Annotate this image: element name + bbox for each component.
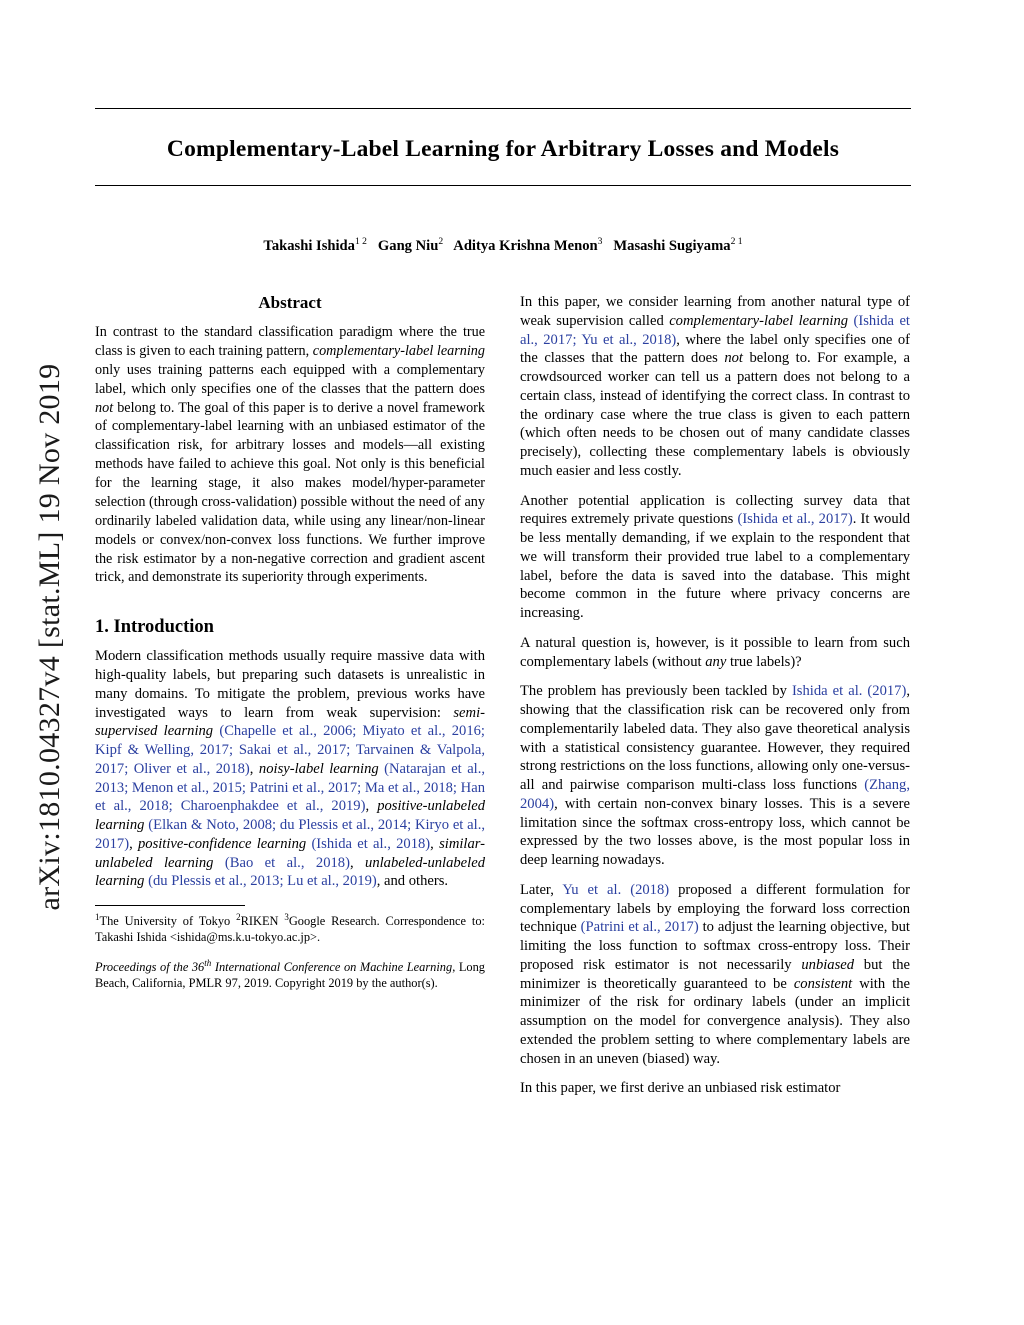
page-title: Complementary-Label Learning for Arbitrary Losses and Models (166, 136, 840, 162)
author-name-1: Gang Niu (377, 238, 439, 255)
section-heading-introduction: 1. Introduction (95, 617, 214, 638)
author-list (95, 186, 911, 255)
right-column (520, 293, 910, 1109)
author-marks-2: 3 (597, 236, 603, 248)
introduction-paragraph-1: Modern classification methods usually require massive data with high-quality labels, but preparing such datasets is unrealistic in many domains. To mitigate the problem, previous works have investigated ways to learn from weak supervision: semi-supervised learning (Chapelle et al., 2006; Miyato et al., 2016; Kipf & Welling, 2017; Sakai et al., 2017; Tarvainen & Valpola, 2017; Oliver et al., 2018), noisy-label learning (Natarajan et al., 2013; Menon et al., 2015; Patrini et al., 2017; Ma et al., 2018; Han et al., 2018; Charoenphakdee et al., 2019), positive-unlabeled learning (Elkan & Noto, 2008; du Plessis et al., 2014; Kiryo et al., 2017), positive-confidence learning (Ishida et al., 2018), similar-unlabeled learning (Bao et al., 2018), unlabeled-unlabeled learning (du Plessis et al., 2013; Lu et al., 2019), and others. (95, 648, 486, 890)
author-marks-1: 2 (438, 236, 444, 248)
right-paragraph-1: In this paper, we consider learning from another natural type of weak supervision called complementary-label learning (Ishida et al., 2017; Yu et al., 2018), where the label only specifies one of the classes that the pattern does not belong to. For example, a crowdsourced worker can tell us a pattern does not belong to a certain class, instead of identifying the correct class. In contrast to the ordinary case where the true class is given to each pattern (which often needs to be chosen out of many candidate classes precisely), collecting these complementary labels is obviously much easier and less costly. (520, 294, 910, 479)
left-column (95, 293, 485, 1109)
author-name-2: Aditya Krishna Menon (453, 238, 598, 255)
right-paragraph-6: In this paper, we first derive an unbiased risk estimator (520, 1080, 841, 1097)
right-paragraph-4: The problem has previously been tackled by Ishida et al. (2017), showing that the classification risk can be recovered only from complementarily labeled data. They also gave theoretical analysis with a statistical consistency guarantee. However, they required strong restrictions on the loss functions, allowing only one-versus-all and pairwise comparison multi-class loss functions (Zhang, 2004), with certain non-convex binary losses. This is a severe limitation since the softmax cross-entropy loss, which cannot be expressed by the two losses above, is the most popular loss in deep learning nowadays. (520, 683, 910, 869)
paper-content (95, 108, 911, 1109)
arxiv-stamp: arXiv:1810.04327v4 [stat.ML] 19 Nov 2019 (33, 363, 66, 911)
footnote-divider (95, 905, 245, 906)
author-name-3: Masashi Sugiyama (613, 238, 731, 255)
author-name-0: Takashi Ishida (263, 238, 355, 255)
abstract-text: In contrast to the standard classification paradigm where the true class is given to each training pattern, complementary-label learning only uses training patterns each equipped with a complementary label, which only specifies one of the classes that the pattern does not belong to. The goal of this paper is to derive a novel framework of complementary-label learning with an unbiased estimator of the classification risk, for arbitrary losses and models—all existing methods have failed to achieve this goal. Not only is this beneficial for the learning stage, it also makes model/hyper-parameter selection (through cross-validation) possible without the need of any ordinarily labeled validation data, while using any linear/non-linear models or convex/non-convex loss functions. We further improve the risk estimator by a non-negative correction and gradient ascent trick, and demonstrate its superiority through experiments. (95, 324, 485, 586)
author-marks-3: 2 1 (730, 236, 743, 248)
right-paragraph-3: A natural question is, however, is it possible to learn from such complementary labels (without any true labels)? (520, 634, 910, 670)
author-marks-0: 1 2 (354, 236, 367, 248)
two-column-body (95, 293, 911, 1109)
right-paragraph-5: Later, Yu et al. (2018) proposed a different formulation for complementary labels by employing the forward loss correction technique (Patrini et al., 2017) to adjust the learning objective, but limiting the loss function to softmax cross-entropy loss. Their proposed risk estimator is not necessarily unbiased but the minimizer is theoretically guaranteed to be consistent with the minimizer of the risk for ordinary labels (under an implicit assumption on the model for convergence analysis). They also extended the problem setting to where complementary labels are chosen in an uneven (biased) way. (520, 881, 910, 1067)
abstract-heading: Abstract (258, 293, 322, 313)
footnote-proceedings: Proceedings of the 36th International Conference on Machine Learning, Long Beach, California, PMLR 97, 2019. Copyright 2019 by the author(s). (95, 957, 485, 990)
right-paragraph-2: Another potential application is collecting survey data that requires extremely private questions (Ishida et al., 2017). It would be less mentally demanding, if we explain to the respondent that we will transform their provided true label to a complementary label, before the data is saved into the database. This might become common in the future where privacy concerns are increasing. (520, 492, 910, 622)
footnote-affiliations: $^1$The University of Tokyo $^2$RIKEN $^3$Google Research. Correspondence to: Takashi Ishida <ishida@ms.k.u-tokyo.ac.jp>. (95, 912, 485, 944)
